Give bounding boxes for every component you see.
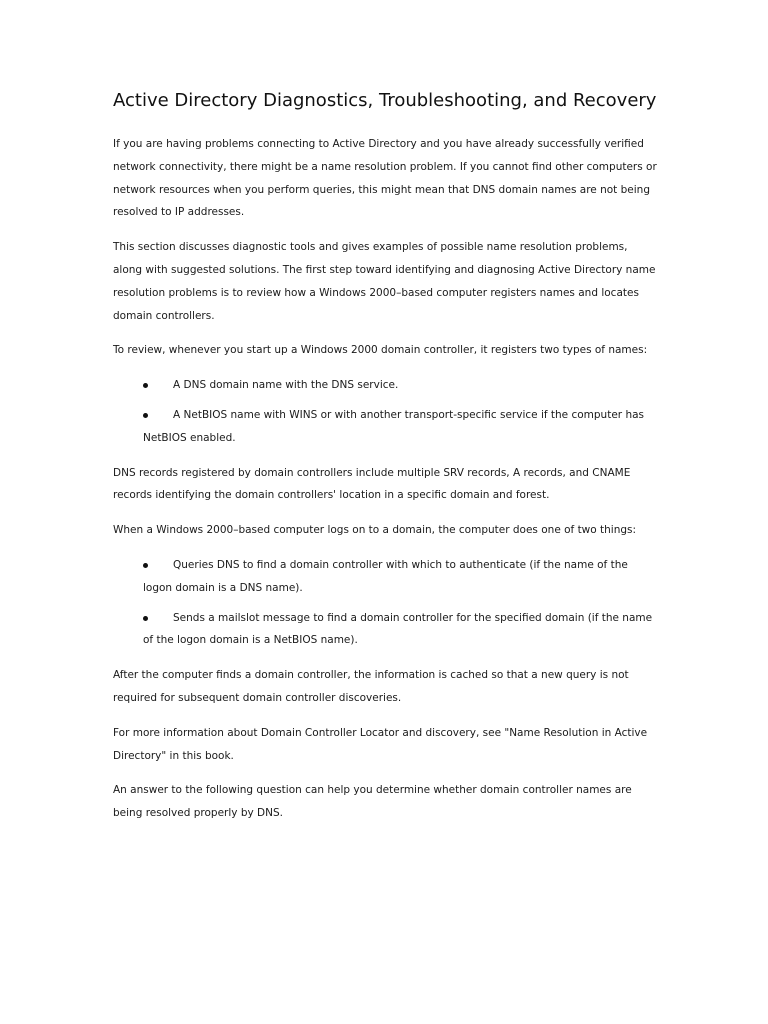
page-title: Active Directory Diagnostics, Troubleshooting, and Recovery xyxy=(113,90,657,111)
paragraph-dns-records: DNS records registered by domain controllers include multiple SRV records, A records, and CNAME records identifying the domain controllers' location in a specific domain and forest. xyxy=(113,466,631,502)
list-item: Queries DNS to find a domain controller with which to authenticate (if the name of the logon domain is a DNS name). xyxy=(143,558,628,594)
paragraph-review: To review, whenever you start up a Windows 2000 domain controller, it registers two types of names: xyxy=(113,344,648,357)
list-item: A DNS domain name with the DNS service. xyxy=(113,374,658,397)
bullet-icon xyxy=(143,413,148,418)
list-item: Sends a mailslot message to find a domain controller for the specified domain (if the name of the logon domain is a NetBIOS name). xyxy=(143,611,653,647)
bullet-icon xyxy=(143,563,148,568)
bullet-icon xyxy=(143,383,148,388)
bullet-icon xyxy=(143,616,148,621)
paragraph-question: An answer to the following question can help you determine whether domain controller names are being resolved properly by DNS. xyxy=(113,784,632,820)
paragraph-more-info: For more information about Domain Controller Locator and discovery, see "Name Resolution in Active Directory" in this book. xyxy=(113,726,648,762)
logon-actions-list xyxy=(113,554,658,652)
paragraph-section-overview: This section discusses diagnostic tools and gives examples of possible name resolution problems, along with suggested solutions. The first step toward identifying and diagnosing Active Directory name resolution problems is to review how a Windows 2000–based computer registers names and locates domain controllers. xyxy=(113,241,656,322)
paragraph-intro: If you are having problems connecting to Active Directory and you have already successfully verified network connectivity, there might be a name resolution problem. If you cannot find other computers or network resources when you perform queries, this might mean that DNS domain names are not being resolved to IP addresses. xyxy=(113,138,657,219)
paragraph-cache: After the computer finds a domain controller, the information is cached so that a new query is not required for subsequent domain controller discoveries. xyxy=(113,669,629,704)
paragraph-logon: When a Windows 2000–based computer logs on to a domain, the computer does one of two things: xyxy=(113,524,637,537)
list-item: A NetBIOS name with WINS or with another transport-specific service if the computer has NetBIOS enabled. xyxy=(143,408,644,444)
name-types-list xyxy=(113,374,658,449)
